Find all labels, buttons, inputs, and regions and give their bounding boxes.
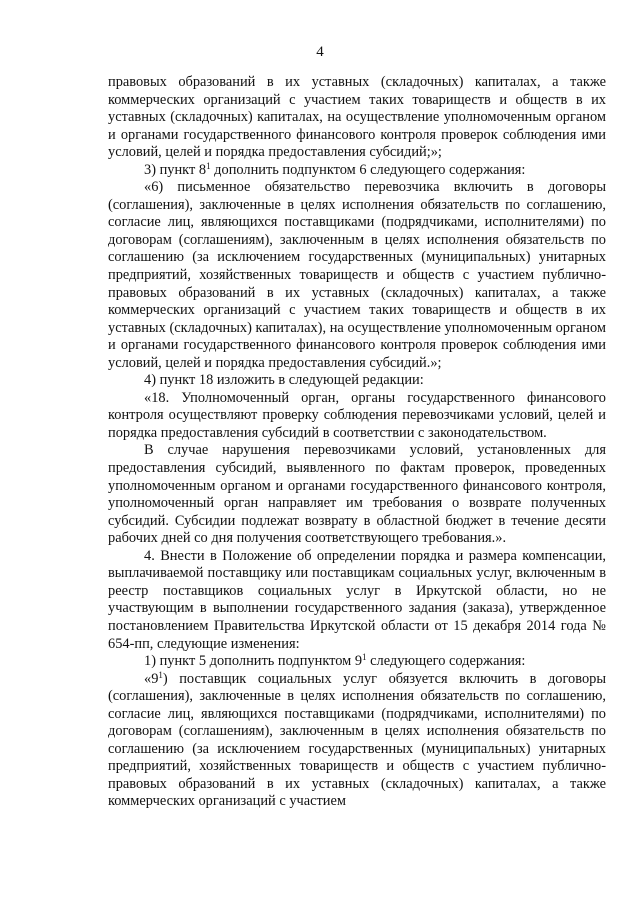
superscript: 1 [206, 160, 211, 171]
superscript: 1 [158, 669, 163, 680]
paragraph-text: 4) пункт 18 изложить в следующей редакции: [144, 372, 424, 389]
paragraph-text: «6) письменное обязательство перевозчика включить в договоры (соглашения), заключенные в целях исполнения обязательств по соглашению, согласие лиц, являющихся поставщиками (подрядчиками, исполнителями) по договорам (соглашениям), заключенным в целях исполнения обязательств по соглашению (за исключением государственных (муниципальных) унитарных предприятий, хозяйственных товариществ и обществ с участием публично-правовых образований в их уставных (складочных) капиталах, а также коммерческих организаций с участием таких товариществ и обществ в их уставных (складочных) капиталах), на осуществление уполномоченным органом и органами государственного финансового контроля проверок соблюдения ими условий, целей и порядка предоставления субсидий.»; [108, 179, 606, 371]
paragraph [108, 372, 606, 390]
paragraph-text: дополнить подпунктом 6 следующего содержания: [210, 161, 526, 178]
paragraph [108, 390, 606, 443]
document-body [108, 74, 606, 811]
paragraph-text: 1) пункт 5 дополнить подпунктом 9 [144, 653, 363, 670]
paragraph-text: В случае нарушения перевозчиками условий, установленных для предоставления субсидий, выявленного по фактам проверок, проведенных уполномоченным органом и органами государственного финансового контроля, уполномоченный орган направляет им требования о возврате полученных субсидий. Субсидии подлежат возврату в областной бюджет в течение десяти рабочих дней со дня получения соответствующего требования.». [108, 442, 606, 547]
paragraph-text: следующего содержания: [366, 653, 526, 670]
paragraph [108, 671, 606, 811]
paragraph-text: «9 [144, 670, 159, 687]
paragraph [108, 74, 606, 162]
paragraph-text: правовых образований в их уставных (складочных) капиталах, а также коммерческих организаций с участием таких товариществ и обществ в их уставных (складочных) капиталах, на осуществление уполномоченным органом и органами государственного финансового контроля проверок соблюдения ими условий, целей и порядка предоставления субсидий;»; [108, 74, 606, 161]
paragraph [108, 442, 606, 547]
paragraph-text: 4. Внести в Положение об определении порядка и размера компенсации, выплачиваемой поставщику или поставщикам социальных услуг, включенным в реестр поставщиков социальных услуг в Иркутской области, но не участвующим в выполнении государственного задания (заказа), утвержденное постановлением Правительства Иркутской области от 15 декабря 2014 года № 654-пп, следующие изменения: [108, 547, 606, 652]
paragraph-text: 3) пункт 8 [144, 161, 207, 178]
paragraph [108, 162, 606, 180]
paragraph-text: «18. Уполномоченный орган, органы государственного финансового контроля осуществляют проверку соблюдения перевозчиками условий, целей и порядка предоставления субсидий в соответствии с законодательством. [108, 389, 606, 441]
paragraph [108, 653, 606, 671]
page-number: 4 [316, 44, 324, 60]
paragraph [108, 548, 606, 653]
superscript: 1 [362, 652, 367, 663]
paragraph-text: ) поставщик социальных услуг обязуется включить в договоры (соглашения), заключенные в целях исполнения обязательств по соглашению, согласие лиц, являющихся поставщиками (подрядчиками, исполнителями) по договорам (соглашениям), заключенным в целях исполнения обязательств по соглашению (за исключением государственных (муниципальных) унитарных предприятий, хозяйственных товариществ и обществ с участием публично-правовых образований в их уставных (складочных) капиталах, а также коммерческих организаций с участием [108, 670, 606, 810]
paragraph [108, 179, 606, 372]
